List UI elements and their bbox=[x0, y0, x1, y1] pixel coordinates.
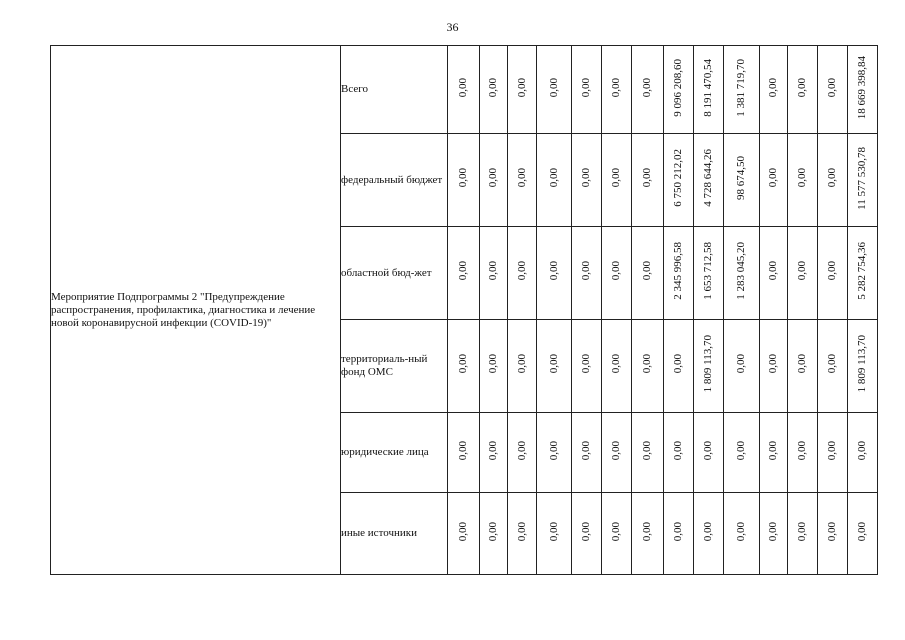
amount-cell bbox=[537, 320, 572, 413]
amount-value: 0,00 bbox=[610, 261, 622, 281]
amount-cell bbox=[694, 46, 724, 134]
amount-value: 0,00 bbox=[610, 521, 622, 542]
amount-cell bbox=[602, 134, 632, 227]
amount-cell bbox=[694, 320, 724, 413]
amount-value: 0,00 bbox=[610, 354, 622, 374]
amount-cell bbox=[508, 134, 537, 227]
amount-cell bbox=[480, 413, 508, 493]
amount-value: 0,00 bbox=[547, 440, 560, 461]
amount-cell bbox=[848, 227, 878, 320]
amount-value: 0,00 bbox=[457, 77, 469, 98]
amount-value: 0,00 bbox=[641, 354, 653, 374]
amount-value: 0,00 bbox=[856, 440, 868, 461]
amount-cell bbox=[664, 413, 694, 493]
funding-source: территориаль-ный фонд ОМС bbox=[341, 320, 448, 413]
amount-cell bbox=[632, 46, 664, 134]
amount-value: 0,00 bbox=[487, 168, 499, 188]
table-row bbox=[51, 46, 878, 134]
amount-value: 98 674,50 bbox=[735, 156, 747, 200]
amount-value: 0,00 bbox=[826, 168, 838, 188]
amount-value: 0,00 bbox=[641, 77, 653, 98]
amount-cell bbox=[818, 227, 848, 320]
amount-cell bbox=[788, 227, 818, 320]
amount-value: 0,00 bbox=[515, 521, 528, 542]
amount-value: 0,00 bbox=[796, 521, 808, 542]
amount-cell bbox=[760, 227, 788, 320]
amount-cell bbox=[632, 227, 664, 320]
amount-value: 0,00 bbox=[457, 521, 469, 542]
amount-value: 0,00 bbox=[610, 440, 622, 461]
funding-table bbox=[50, 45, 878, 575]
amount-value: 0,00 bbox=[457, 440, 469, 461]
measure-name: Мероприятие Подпрограммы 2 "Предупреждение распространения, профилактика, диагностика и лечение новой коронавирусной инфекции (COVID-19)" bbox=[51, 46, 341, 575]
funding-source: иные источники bbox=[341, 493, 448, 575]
amount-cell bbox=[694, 227, 724, 320]
amount-value: 0,00 bbox=[767, 354, 779, 374]
amount-cell bbox=[537, 493, 572, 575]
amount-value: 0,00 bbox=[796, 77, 808, 98]
amount-value: 0,00 bbox=[672, 521, 684, 542]
amount-value: 0,00 bbox=[457, 354, 469, 374]
amount-cell bbox=[632, 134, 664, 227]
amount-value: 0,00 bbox=[610, 77, 622, 98]
amount-cell bbox=[760, 493, 788, 575]
amount-value: 9 096 208,60 bbox=[672, 58, 684, 117]
amount-value: 0,00 bbox=[641, 261, 653, 281]
amount-cell bbox=[724, 227, 760, 320]
amount-value: 1 381 719,70 bbox=[735, 58, 747, 117]
amount-cell bbox=[480, 227, 508, 320]
amount-value: 4 728 644,26 bbox=[702, 149, 714, 207]
amount-cell bbox=[448, 413, 480, 493]
amount-value: 0,00 bbox=[767, 168, 779, 188]
amount-cell bbox=[602, 46, 632, 134]
amount-cell bbox=[788, 493, 818, 575]
funding-source: Всего bbox=[341, 46, 448, 134]
amount-cell bbox=[724, 46, 760, 134]
amount-cell bbox=[818, 413, 848, 493]
amount-cell bbox=[724, 493, 760, 575]
amount-cell bbox=[632, 320, 664, 413]
amount-value: 0,00 bbox=[735, 521, 747, 542]
amount-cell bbox=[508, 320, 537, 413]
amount-cell bbox=[818, 320, 848, 413]
amount-cell bbox=[760, 413, 788, 493]
amount-value: 0,00 bbox=[487, 261, 499, 281]
funding-source: областной бюд-жет bbox=[341, 227, 448, 320]
amount-value: 2 345 996,58 bbox=[672, 242, 684, 300]
amount-cell bbox=[448, 46, 480, 134]
amount-cell bbox=[848, 46, 878, 134]
amount-value: 0,00 bbox=[547, 521, 560, 542]
amount-value: 0,00 bbox=[487, 354, 499, 374]
amount-value: 0,00 bbox=[826, 354, 838, 374]
funding-source: юридические лица bbox=[341, 413, 448, 493]
amount-cell bbox=[572, 413, 602, 493]
amount-value: 8 191 470,54 bbox=[702, 58, 714, 117]
amount-cell bbox=[848, 320, 878, 413]
amount-cell bbox=[664, 227, 694, 320]
amount-cell bbox=[508, 413, 537, 493]
amount-value: 1 653 712,58 bbox=[702, 242, 714, 300]
amount-cell bbox=[760, 46, 788, 134]
amount-value: 1 283 045,20 bbox=[735, 242, 747, 300]
amount-value: 0,00 bbox=[580, 440, 592, 461]
amount-value: 0,00 bbox=[487, 521, 499, 542]
amount-value: 0,00 bbox=[796, 440, 808, 461]
amount-cell bbox=[602, 227, 632, 320]
amount-cell bbox=[724, 320, 760, 413]
amount-value: 0,00 bbox=[487, 77, 499, 98]
amount-value: 0,00 bbox=[515, 440, 528, 461]
amount-cell bbox=[448, 227, 480, 320]
amount-cell bbox=[664, 134, 694, 227]
amount-cell bbox=[602, 413, 632, 493]
amount-value: 5 282 754,36 bbox=[856, 242, 868, 300]
amount-value: 0,00 bbox=[767, 261, 779, 281]
amount-value: 0,00 bbox=[672, 440, 684, 461]
amount-cell bbox=[602, 320, 632, 413]
amount-value: 0,00 bbox=[826, 261, 838, 281]
amount-value: 11 577 530,78 bbox=[856, 146, 868, 210]
amount-value: 0,00 bbox=[580, 77, 592, 98]
amount-value: 0,00 bbox=[580, 521, 592, 542]
amount-value: 0,00 bbox=[796, 261, 808, 281]
amount-cell bbox=[572, 227, 602, 320]
amount-value: 0,00 bbox=[856, 521, 868, 542]
amount-value: 0,00 bbox=[767, 521, 779, 542]
amount-cell bbox=[664, 493, 694, 575]
amount-value: 0,00 bbox=[641, 440, 653, 461]
amount-value: 0,00 bbox=[735, 440, 747, 461]
amount-value: 0,00 bbox=[515, 261, 528, 281]
amount-cell bbox=[724, 134, 760, 227]
amount-cell bbox=[848, 413, 878, 493]
amount-cell bbox=[572, 493, 602, 575]
amount-cell bbox=[788, 134, 818, 227]
amount-value: 0,00 bbox=[826, 440, 838, 461]
amount-value: 0,00 bbox=[515, 168, 528, 188]
amount-value: 0,00 bbox=[641, 521, 653, 542]
amount-value: 0,00 bbox=[702, 440, 714, 461]
amount-value: 1 809 113,70 bbox=[856, 335, 868, 393]
amount-cell bbox=[572, 134, 602, 227]
amount-cell bbox=[508, 227, 537, 320]
amount-value: 0,00 bbox=[767, 77, 779, 98]
amount-value: 0,00 bbox=[580, 261, 592, 281]
amount-value: 0,00 bbox=[796, 168, 808, 188]
amount-cell bbox=[602, 493, 632, 575]
amount-cell bbox=[818, 134, 848, 227]
amount-value: 0,00 bbox=[547, 261, 560, 281]
page-number: 36 bbox=[446, 20, 459, 34]
amount-cell bbox=[788, 320, 818, 413]
amount-cell bbox=[480, 320, 508, 413]
amount-cell bbox=[508, 46, 537, 134]
amount-value: 0,00 bbox=[547, 168, 560, 188]
amount-value: 0,00 bbox=[826, 521, 838, 542]
amount-cell bbox=[760, 134, 788, 227]
amount-cell bbox=[448, 134, 480, 227]
amount-cell bbox=[724, 413, 760, 493]
amount-value: 6 750 212,02 bbox=[672, 149, 684, 207]
amount-value: 0,00 bbox=[796, 354, 808, 374]
amount-cell bbox=[537, 227, 572, 320]
amount-value: 0,00 bbox=[641, 168, 653, 188]
amount-value: 0,00 bbox=[487, 440, 499, 461]
amount-value: 0,00 bbox=[515, 354, 528, 374]
amount-cell bbox=[788, 413, 818, 493]
amount-cell bbox=[480, 134, 508, 227]
amount-value: 1 809 113,70 bbox=[702, 335, 714, 393]
amount-cell bbox=[572, 46, 602, 134]
amount-cell bbox=[480, 46, 508, 134]
amount-cell bbox=[664, 320, 694, 413]
amount-value: 0,00 bbox=[457, 168, 469, 188]
amount-cell bbox=[848, 493, 878, 575]
amount-cell bbox=[760, 320, 788, 413]
amount-cell bbox=[788, 46, 818, 134]
amount-value: 0,00 bbox=[610, 168, 622, 188]
amount-value: 18 669 398,84 bbox=[856, 55, 868, 120]
amount-value: 0,00 bbox=[547, 77, 560, 98]
amount-cell bbox=[694, 413, 724, 493]
amount-cell bbox=[537, 134, 572, 227]
amount-cell bbox=[694, 493, 724, 575]
amount-cell bbox=[448, 320, 480, 413]
amount-cell bbox=[537, 46, 572, 134]
amount-cell bbox=[537, 413, 572, 493]
amount-value: 0,00 bbox=[580, 354, 592, 374]
amount-value: 0,00 bbox=[702, 521, 714, 542]
amount-cell bbox=[664, 46, 694, 134]
amount-value: 0,00 bbox=[547, 354, 560, 374]
amount-value: 0,00 bbox=[457, 261, 469, 281]
amount-cell bbox=[480, 493, 508, 575]
amount-cell bbox=[632, 493, 664, 575]
funding-source: федеральный бюджет bbox=[341, 134, 448, 227]
amount-value: 0,00 bbox=[826, 77, 838, 98]
amount-value: 0,00 bbox=[515, 77, 528, 98]
amount-value: 0,00 bbox=[672, 354, 684, 374]
amount-value: 0,00 bbox=[580, 168, 592, 188]
amount-cell bbox=[694, 134, 724, 227]
amount-cell bbox=[508, 493, 537, 575]
amount-cell bbox=[632, 413, 664, 493]
amount-cell bbox=[848, 134, 878, 227]
amount-value: 0,00 bbox=[735, 354, 747, 374]
amount-cell bbox=[818, 46, 848, 134]
amount-value: 0,00 bbox=[767, 440, 779, 461]
amount-cell bbox=[448, 493, 480, 575]
amount-cell bbox=[818, 493, 848, 575]
amount-cell bbox=[572, 320, 602, 413]
